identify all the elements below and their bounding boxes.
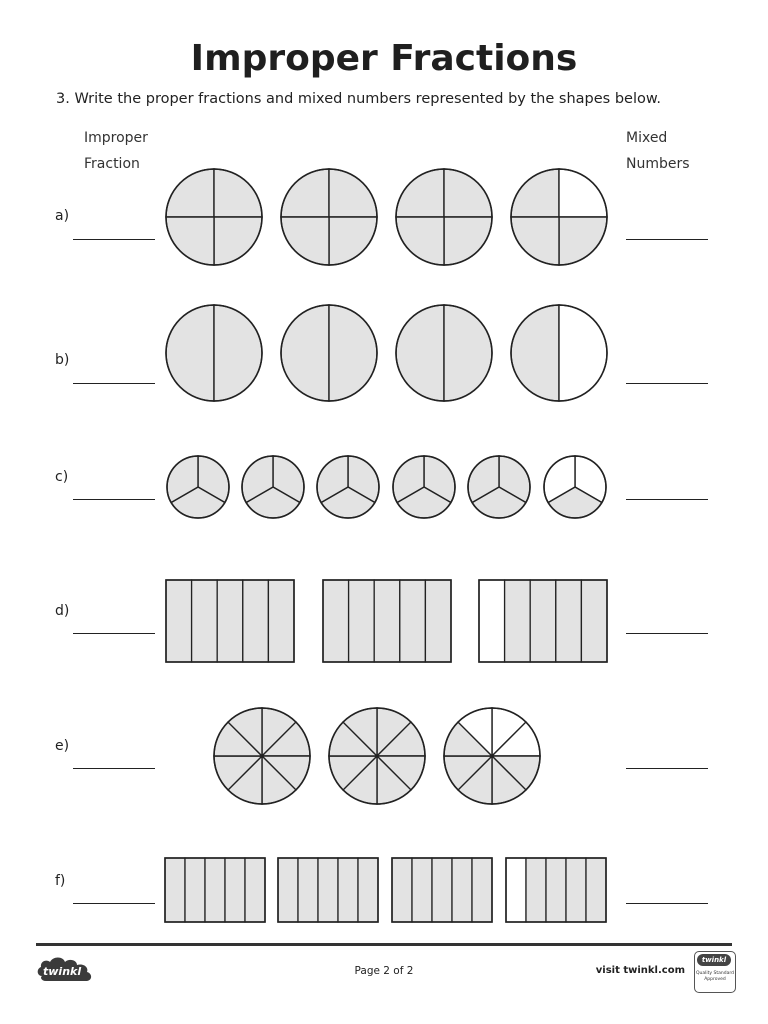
shaded-part [318, 858, 338, 922]
shaded-part [165, 858, 185, 922]
svg-text:twinkl: twinkl [43, 965, 82, 978]
quality-badge [694, 951, 736, 993]
shaded-part [392, 858, 412, 922]
shaded-part [472, 858, 492, 922]
fraction-bar [278, 858, 378, 922]
shaded-part [452, 858, 472, 922]
shaded-part [556, 580, 582, 662]
shaded-part [412, 858, 432, 922]
page-title: Improper Fractions [190, 38, 578, 79]
badge-text: Quality Standard Approved [696, 971, 734, 982]
shape-row-e [214, 708, 540, 804]
fraction-circle [317, 456, 379, 518]
fraction-circle [511, 169, 607, 265]
shaded-part [225, 858, 245, 922]
shaded-part [338, 858, 358, 922]
badge-brand: twinkl [697, 954, 731, 966]
shaded-part [581, 580, 607, 662]
shaded-part [278, 858, 298, 922]
shaded-part [526, 858, 546, 922]
shaded-part [425, 580, 451, 662]
shaded-part [432, 858, 452, 922]
unshaded-slice [559, 305, 607, 401]
header-line: Numbers [626, 156, 690, 172]
fraction-circle [511, 305, 607, 401]
shape-row-d [166, 580, 607, 662]
instruction-text: 3. Write the proper fractions and mixed numbers represented by the shapes below. [56, 91, 661, 107]
shaded-part [205, 858, 225, 922]
fraction-circle [393, 456, 455, 518]
page-number: Page 2 of 2 [354, 965, 414, 977]
shaded-part [166, 580, 192, 662]
shaded-part [245, 858, 265, 922]
shaded-slice [214, 305, 262, 401]
unshaded-part [479, 580, 505, 662]
unshaded-part [506, 858, 526, 922]
shaded-part [185, 858, 205, 922]
fraction-circle [396, 305, 492, 401]
fraction-circle [396, 169, 492, 265]
footer-divider [36, 943, 732, 946]
row-label-a: a) [55, 208, 70, 224]
fraction-bar [323, 580, 451, 662]
shaded-part [358, 858, 378, 922]
visit-link[interactable]: visit twinkl.com [595, 965, 685, 976]
fraction-circle [281, 169, 377, 265]
shaded-part [217, 580, 243, 662]
fraction-circle [281, 305, 377, 401]
shape-row-b [166, 305, 607, 401]
header-line: Improper [84, 130, 148, 146]
shaded-part [349, 580, 375, 662]
row-label-c: c) [55, 469, 69, 485]
fraction-circle [166, 305, 262, 401]
shaded-part [268, 580, 294, 662]
header-line: Mixed [626, 130, 668, 146]
shaded-part [546, 858, 566, 922]
fraction-circle [444, 708, 540, 804]
shaded-slice [444, 305, 492, 401]
shaded-slice [329, 305, 377, 401]
fraction-circle [166, 169, 262, 265]
fraction-bar [166, 580, 294, 662]
shaded-slice [166, 305, 214, 401]
fraction-circle [242, 456, 304, 518]
fraction-bar [165, 858, 265, 922]
shape-row-a [166, 169, 607, 265]
header-line: Fraction [84, 156, 140, 172]
fraction-bar [479, 580, 607, 662]
shaded-slice [281, 305, 329, 401]
fraction-bar [506, 858, 606, 922]
shaded-part [243, 580, 269, 662]
shaded-part [505, 580, 531, 662]
fraction-circle [214, 708, 310, 804]
fraction-circle [544, 456, 606, 518]
fraction-circle [468, 456, 530, 518]
fraction-circle [329, 708, 425, 804]
shape-row-f [165, 858, 606, 922]
shaded-part [586, 858, 606, 922]
shape-row-c [167, 456, 606, 518]
row-label-b: b) [55, 352, 70, 368]
row-label-f: f) [55, 873, 66, 889]
shaded-part [323, 580, 349, 662]
shaded-slice [396, 305, 444, 401]
shaded-part [566, 858, 586, 922]
shaded-part [298, 858, 318, 922]
shaded-slice [511, 305, 559, 401]
shaded-part [530, 580, 556, 662]
fraction-bar [392, 858, 492, 922]
row-label-d: d) [55, 603, 70, 619]
shaded-part [400, 580, 426, 662]
row-label-e: e) [55, 738, 70, 754]
shaded-part [192, 580, 218, 662]
shaded-part [374, 580, 400, 662]
fraction-circle [167, 456, 229, 518]
